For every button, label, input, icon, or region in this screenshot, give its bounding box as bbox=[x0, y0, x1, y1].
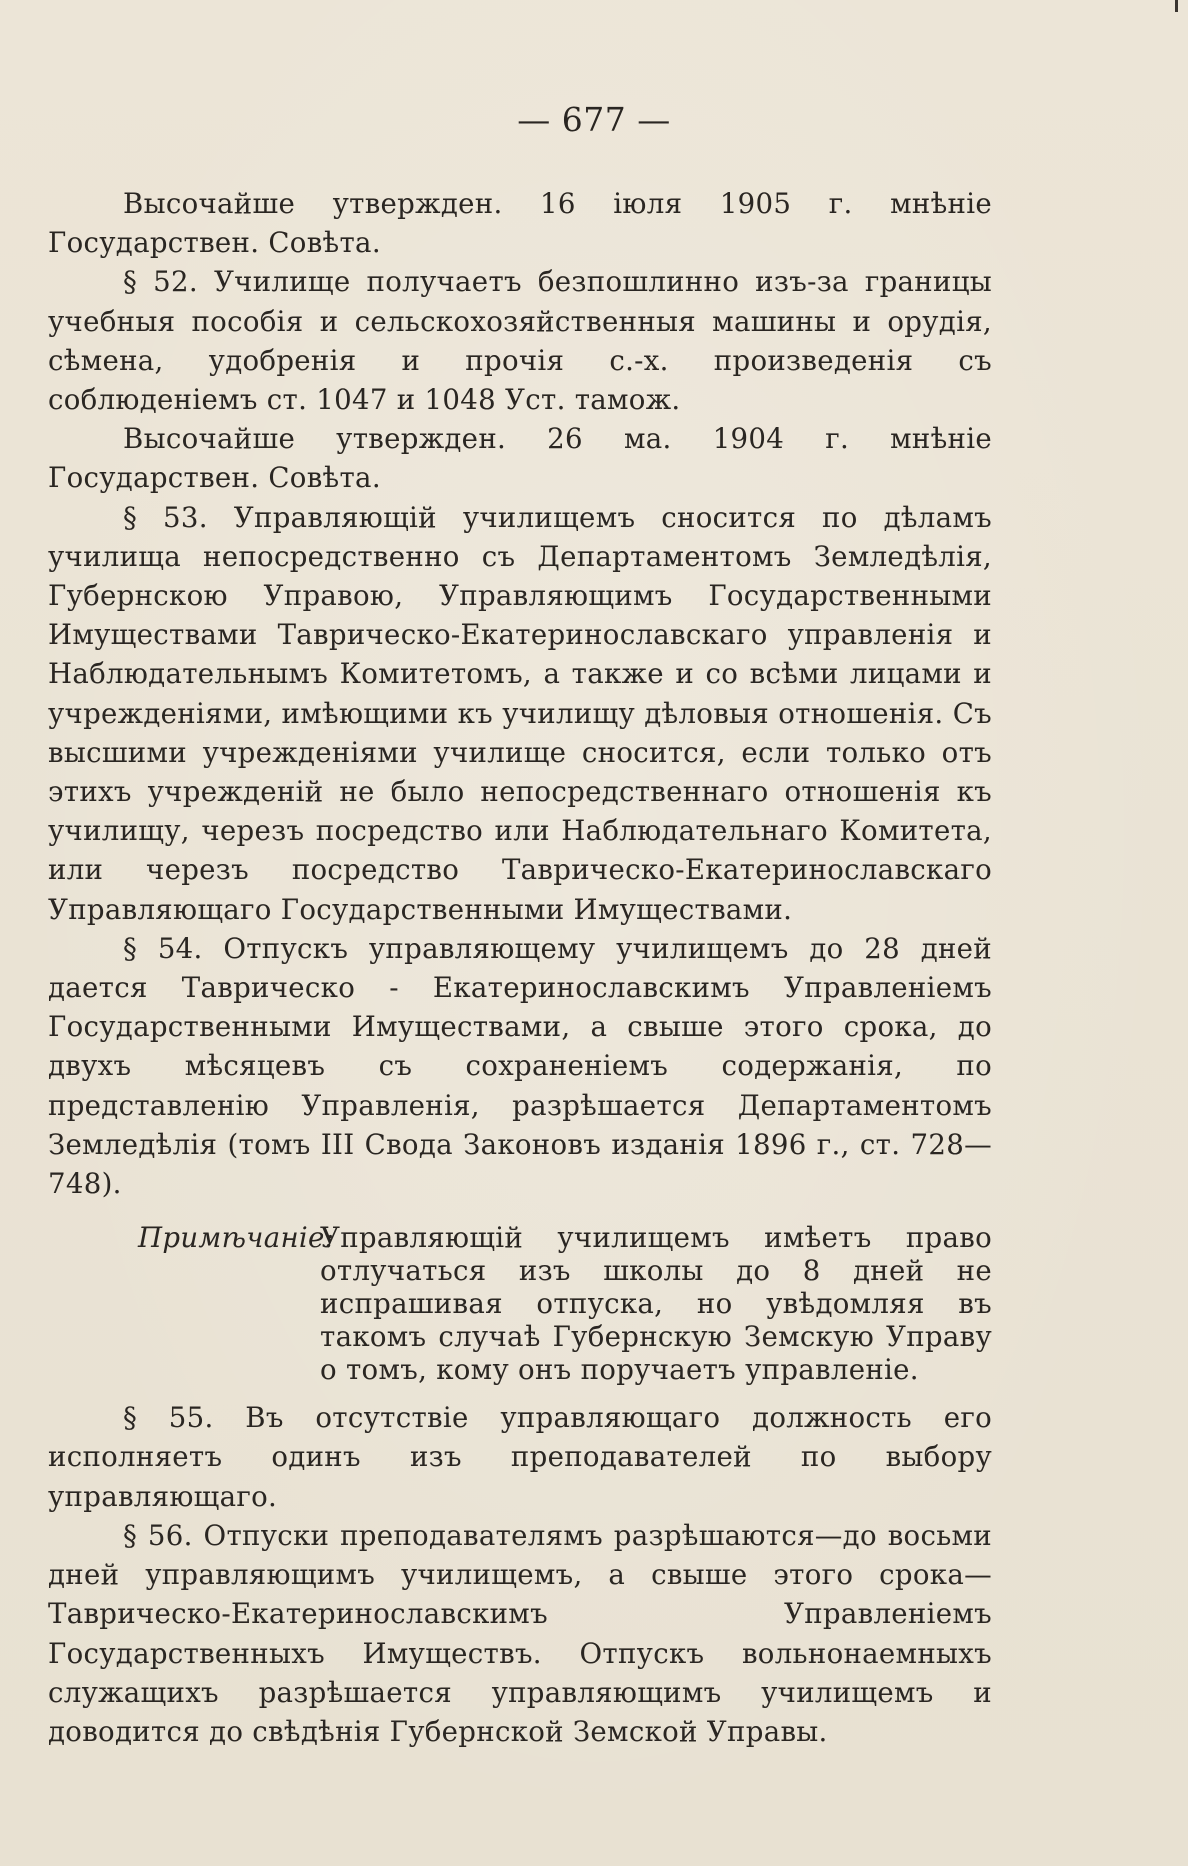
paragraph-decree-1904: Высочайше утвержден. 26 ма. 1904 г. мнѣніе Государствен. Совѣта. bbox=[48, 422, 992, 495]
scan-mark bbox=[1175, 0, 1178, 12]
paragraph-section-55: § 55. Въ отсутствіе управляющаго должность его исполняетъ одинъ изъ преподавателей по выбору управляющаго. bbox=[48, 1401, 992, 1513]
note-label: Примѣчаніе: bbox=[138, 1221, 335, 1255]
paragraph-section-56: § 56. Отпуски преподавателямъ разрѣшаются—до восьми дней управляющимъ училищемъ, а свыше этого срока—Таврическо-Екатеринославскимъ Управленіемъ Государственныхъ Имуществъ. Отпускъ вольнонаемныхъ служащихъ разрѣшается управляющимъ училищемъ и доводится до свѣдѣнія Губернской Земской Управы. bbox=[48, 1518, 992, 1748]
main-text bbox=[48, 184, 992, 1751]
paragraph-section-53: § 53. Управляющій училищемъ сносится по дѣламъ училища непосредственно съ Департаментомъ Земледѣлія, Губернскою Управою, Управляющимъ Государственными Имуществами Таврическо-Екатеринославскаго управленія и Наблюдательнымъ Комитетомъ, а также и со всѣми лицами и учрежденіями, имѣющими къ училищу дѣловыя отношенія. Съ высшими учрежденіями училище сносится, если только отъ этихъ учрежденій не было непосредственнаго отношенія къ училищу, черезъ посредство или Наблюдательнаго Комитета, или черезъ посредство Таврическо-Екатеринославскаго Управляющаго Государственными Имуществами. bbox=[48, 500, 992, 926]
paragraph-decree-1905: Высочайше утвержден. 16 іюля 1905 г. мнѣніе Государствен. Совѣта. bbox=[48, 187, 992, 260]
paragraph-section-54: § 54. Отпускъ управляющему училищемъ до 28 дней дается Таврическо - Екатеринославскимъ Управленіемъ Государственными Имуществами, а свыше этого срока, до двухъ мѣсяцевъ съ сохраненіемъ содержанія, по представленію Управленія, разрѣшается Департаментомъ Земледѣлія (томъ III Свода Законовъ изданія 1896 г., ст. 728—748). bbox=[48, 931, 992, 1201]
footnote-block bbox=[48, 1221, 992, 1386]
page-number: — 677 — bbox=[517, 100, 671, 139]
paragraph-section-52: § 52. Училище получаетъ безпошлинно изъ-за границы учебныя пособія и сельскохозяйственныя машины и орудія, сѣмена, удобренія и прочія с.-х. произведенія съ соблюденіемъ ст. 1047 и 1048 Уст. тамож. bbox=[48, 265, 992, 417]
note-text: Управляющій училищемъ имѣетъ право отлучаться изъ школы до 8 дней не испрашивая отпуска, но увѣдомляя въ такомъ случаѣ Губернскую Земскую Управу о томъ, кому онъ поручаетъ управленіе. bbox=[320, 1221, 992, 1387]
